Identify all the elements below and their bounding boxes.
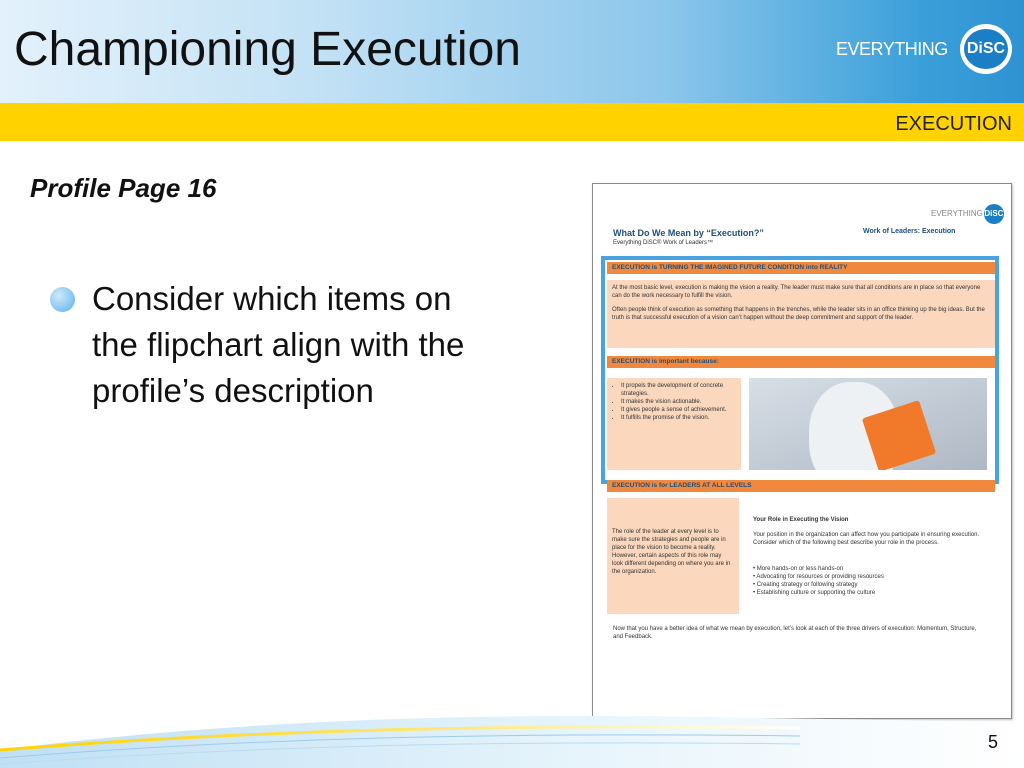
doc-intro-block <box>607 280 995 348</box>
profile-document <box>593 184 1011 718</box>
doc-reason-item: • It propels the development of concrete strategies. <box>621 382 736 398</box>
page-number: 5 <box>987 732 998 752</box>
doc-title: What Do We Mean by “Execution?” <box>613 228 764 238</box>
doc-role-title: Your Role in Executing the Vision <box>753 517 849 523</box>
doc-reasons-list <box>612 382 736 422</box>
doc-para-1: At the most basic level, execution is making the vision a reality. The leader must make sure that all conditions are in place so that everyone can do the work necessary to fulfill the vision. <box>612 285 981 299</box>
doc-logo: EVERYTHINGDiSC <box>931 204 1004 224</box>
doc-role-item: • Establishing culture or supporting the culture <box>753 590 876 596</box>
slide-header <box>0 0 1024 103</box>
slide-title: Championing Execution <box>14 23 521 76</box>
bullet-text: Consider which items on the flipchart align with the profile’s description <box>92 280 465 409</box>
doc-photo <box>749 378 987 470</box>
doc-role-para: Your position in the organization can affect how you participate in ensuring execution. Consider which of the following best describe your role in the process. <box>753 532 980 546</box>
doc-subtitle: Everything DiSC® Work of Leaders™ <box>613 240 714 246</box>
doc-heading-3: EXECUTION is for LEADERS AT ALL LEVELS <box>607 480 995 492</box>
doc-heading-2: EXECUTION is important because: <box>607 356 995 368</box>
doc-reason-item: • It gives people a sense of achievement. <box>621 406 736 414</box>
doc-para-2: Often people think of execution as something that happens in the trenches, while the leader sits in an office thinking up the big ideas. But the truth is that successful execution of a vision can’t happen without the deep commitment and support of the leader. <box>612 307 985 321</box>
section-bar <box>0 103 1024 141</box>
doc-right-title: Work of Leaders: Execution <box>863 228 956 235</box>
doc-role-list <box>753 565 985 597</box>
logo-text: EVERYTHING <box>836 39 948 59</box>
bullet-dot-icon <box>50 287 75 312</box>
profile-page-heading: Profile Page 16 <box>30 173 217 203</box>
doc-role-item: • Creating strategy or following strategy <box>753 582 858 588</box>
disc-badge-icon: DiSC <box>960 24 1012 74</box>
profile-page-image <box>592 183 1012 719</box>
doc-heading-1: EXECUTION is TURNING THE IMAGINED FUTURE CONDITION into REALITY <box>607 262 995 274</box>
bottom-swoosh-decoration <box>0 710 1024 768</box>
doc-left-para: The role of the leader at every level is to make sure the strategies and people are in place for the vision to become a reality. However, certain aspects of this role may look different depending on where you are in the organization. <box>607 498 739 614</box>
doc-footer-text: Now that you have a better idea of what we mean by execution, let’s look at each of the three drivers of execution: Momentum, Structure, and Feedback. <box>613 626 977 640</box>
doc-role-item: • More hands-on or less hands-on <box>753 566 844 572</box>
doc-role-item: • Advocating for resources or providing resources <box>753 574 884 580</box>
doc-disc-badge-icon: DiSC <box>984 204 1004 224</box>
doc-reasons-block <box>607 378 741 470</box>
doc-reason-item: • It makes the vision actionable. <box>621 398 736 406</box>
doc-reason-item: • It fulfills the promise of the vision. <box>621 414 736 422</box>
section-label: EXECUTION <box>895 113 1012 135</box>
